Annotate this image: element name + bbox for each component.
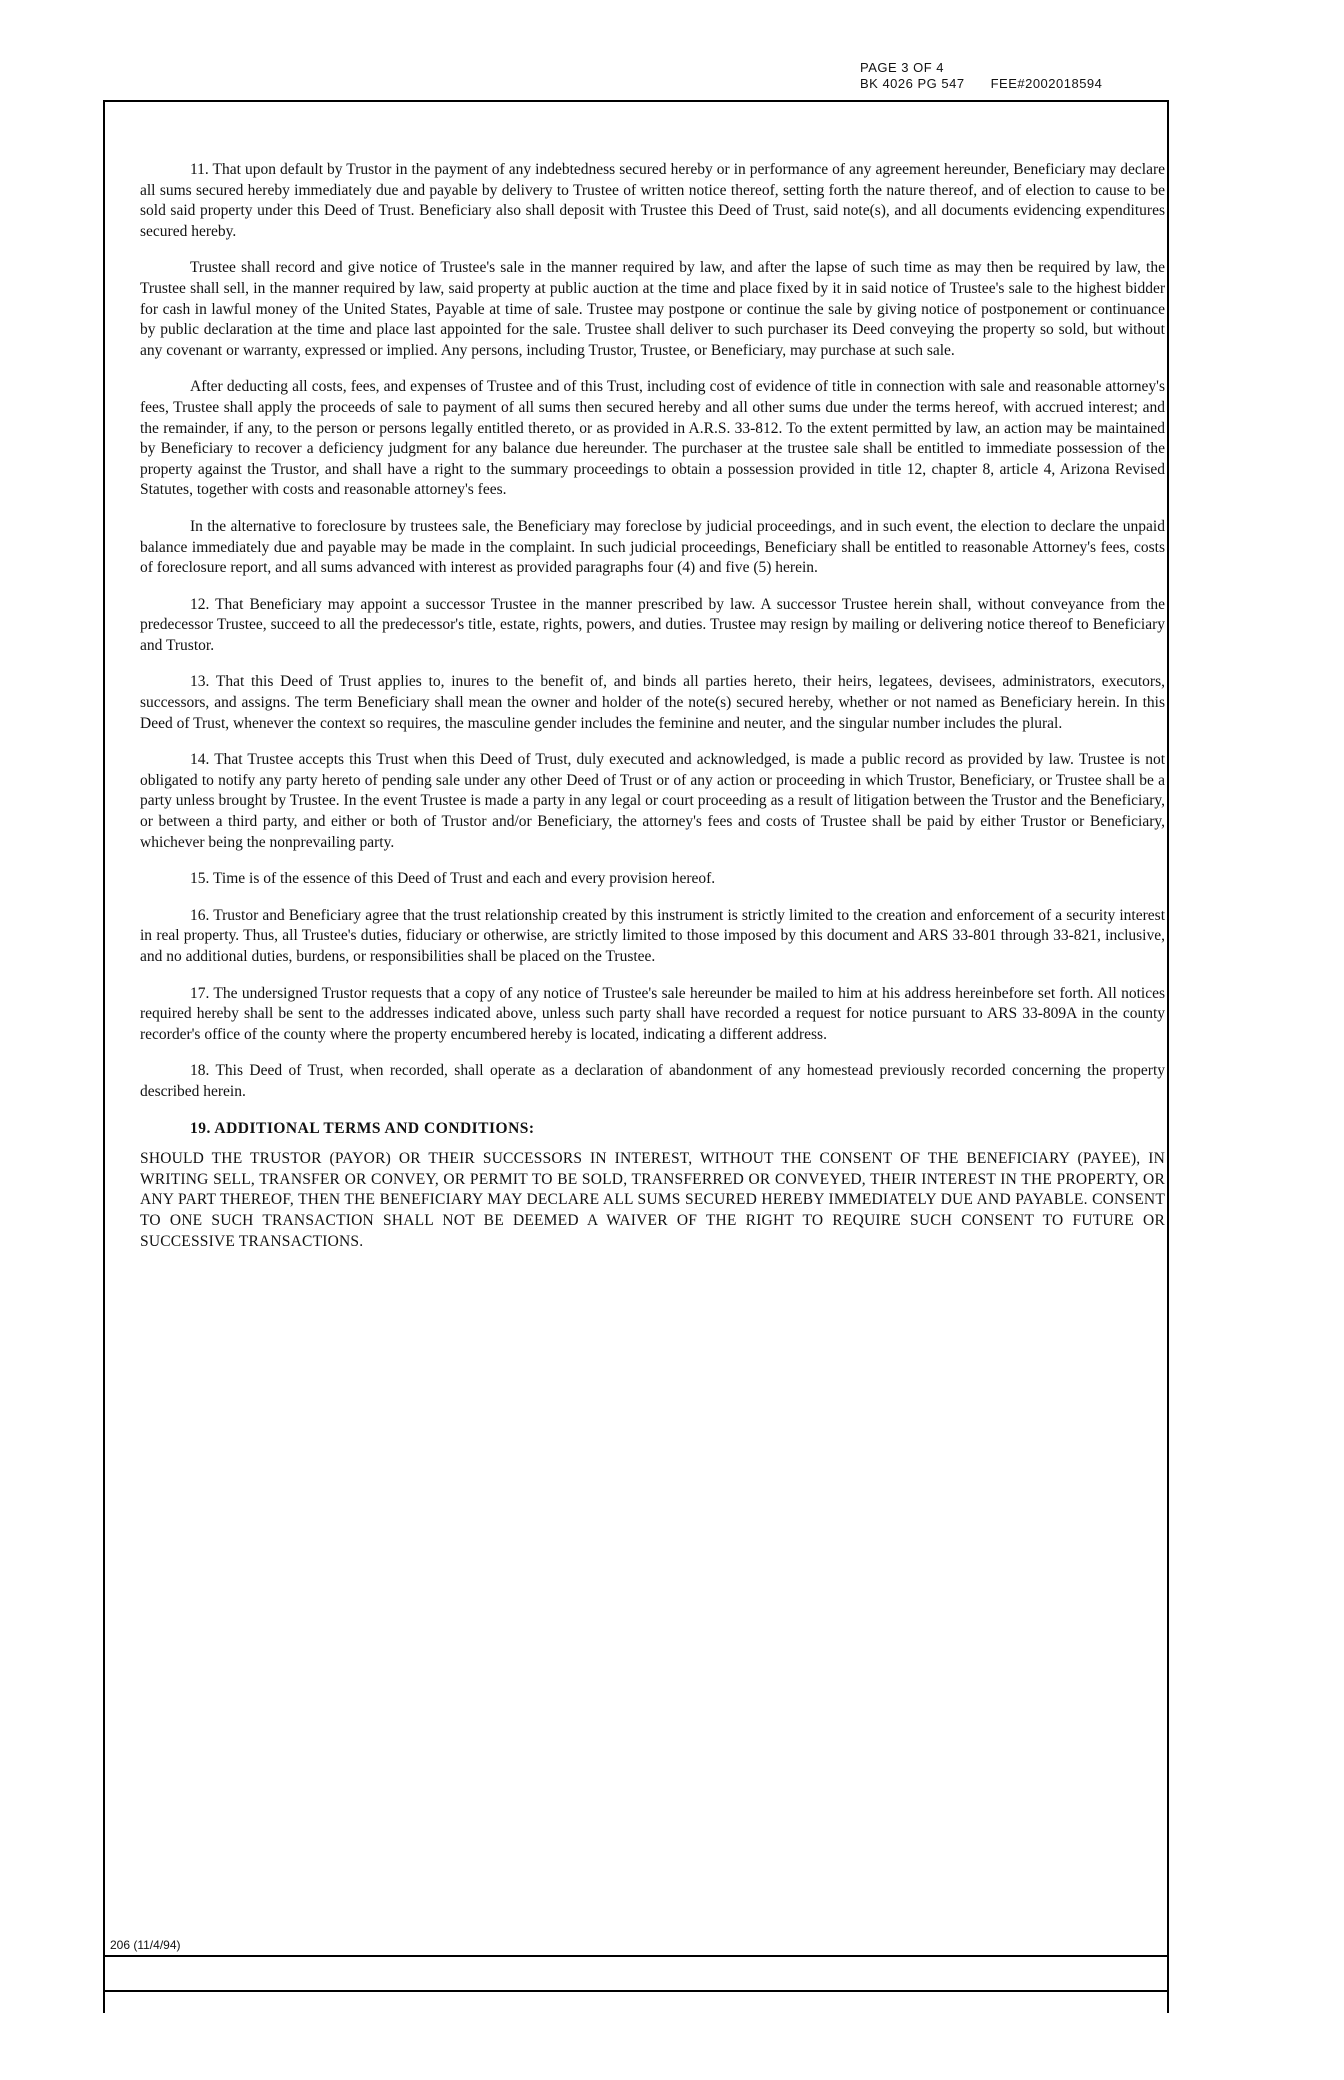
book-page-line (860, 76, 1102, 92)
form-code: 206 (11/4/94) (110, 1938, 181, 1952)
page-number: PAGE 3 OF 4 (860, 60, 945, 75)
paragraph-12: 12. That Beneficiary may appoint a successor Trustee in the manner prescribed by law. A successor Trustee herein shall, without conveyance from the predecessor Trustee, succeed to all the predecessor's title, estate, rights, powers, and duties. Trustee may resign by mailing or delivering notice thereof to Beneficiary and Trustor. (140, 595, 1165, 654)
paragraph-trustee-sale: Trustee shall record and give notice of Trustee's sale in the manner required by law, and after the lapse of such time as may then be required by law, the Trustee shall sell, in the manner required by law, said property at public auction at the time and place fixed by it in said notice of Trustee's sale to the highest bidder for cash in lawful money of the United States, Payable at time of sale. Trustee may postpone or continue the sale by giving notice of postponement or continuance by public declaration at the time and place last appointed for the sale. Trustee shall deliver to such purchaser its Deed conveying the property so sold, but without any covenant or warranty, expressed or implied. Any persons, including Trustor, Trustee, or Beneficiary, may purchase at such sale. (140, 259, 1165, 359)
paragraph-17: 17. The undersigned Trustor requests that a copy of any notice of Trustee's sale hereunder be mailed to him at his address hereinbefore set forth. All notices required hereby shall be sent to the addresses indicated above, unless such party shall have recorded a request for notice pursuant to ARS 33-809A in the county recorder's office of the county where the property encumbered hereby is located, indicating a different address. (140, 984, 1165, 1043)
document-body (140, 160, 1165, 1268)
paragraph-18: 18. This Deed of Trust, when recorded, shall operate as a declaration of abandonment of any homestead previously recorded concerning the property described herein. (140, 1062, 1165, 1100)
paragraph-15: 15. Time is of the essence of this Deed of Trust and each and every provision hereof. (190, 870, 716, 888)
section-19-heading: 19. ADDITIONAL TERMS AND CONDITIONS: (190, 1119, 535, 1137)
section-19-text: SHOULD THE TRUSTOR (PAYOR) OR THEIR SUCCESSORS IN INTEREST, WITHOUT THE CONSENT OF THE BENEFICIARY (PAYEE), IN WRITING SELL, TRANSFER OR CONVEY, OR PERMIT TO BE SOLD, TRANSFERRED OR CONVEYED, THEIR INTEREST IN THE PROPERTY, OR ANY PART THEREOF, THEN THE BENEFICIARY MAY DECLARE ALL SUMS SECURED HEREBY IMMEDIATELY DUE AND PAYABLE. CONSENT TO ONE SUCH TRANSACTION SHALL NOT BE DEEMED A WAIVER OF THE RIGHT TO REQUIRE SUCH CONSENT TO FUTURE OR SUCCESSIVE TRANSACTIONS. (140, 1150, 1165, 1250)
fee-number: FEE#2002018594 (990, 76, 1103, 91)
paragraph-16: 16. Trustor and Beneficiary agree that the trust relationship created by this instrument is strictly limited to the creation and enforcement of a security interest in real property. Thus, all Trustee's duties, fiduciary or otherwise, are strictly limited to those imposed by this document and ARS 33-801 through 33-821, inclusive, and no additional duties, burdens, or responsibilities shall be placed on the Trustee. (140, 906, 1165, 965)
paragraph-judicial-foreclosure: In the alternative to foreclosure by trustees sale, the Beneficiary may foreclose by judicial proceedings, and in such event, the election to declare the unpaid balance immediately due and payable may be made in the complaint. In such judicial proceedings, Beneficiary shall be entitled to reasonable Attorney's fees, costs of foreclosure report, and all sums advanced with interest as provided paragraphs four (4) and five (5) herein. (140, 517, 1165, 577)
paragraph-14: 14. That Trustee accepts this Trust when this Deed of Trust, duly executed and acknowledged, is made a public record as provided by law. Trustee is not obligated to notify any party hereto of pending sale under any other Deed of Trust or of any action or proceeding in which Trustor, Beneficiary, or Trustee shall be a party unless brought by Trustee. In the event Trustee is made a party in any legal or court proceeding as a result of litigation between the Trustor and the Beneficiary, or between a third party, and either or both of Trustor and/or Beneficiary, the attorney's fees and costs of Trustee shall be paid by either Trustor or Beneficiary, whichever being the nonprevailing party. (140, 751, 1165, 851)
recording-header (860, 60, 1102, 92)
paragraph-11: 11. That upon default by Trustor in the payment of any indebtedness secured hereby or in performance of any agreement hereunder, Beneficiary may declare all sums secured hereby immediately due and payable by delivery to Trustee of written notice thereof, setting forth the nature thereof, and of election to cause to be sold said property under this Deed of Trust. Beneficiary also shall deposit with Trustee this Deed of Trust, said note(s), and all documents evidencing expenditures secured hereby. (140, 161, 1165, 240)
paragraph-proceeds: After deducting all costs, fees, and expenses of Trustee and of this Trust, including cost of evidence of title in connection with sale and reasonable attorney's fees, Trustee shall apply the proceeds of sale to payment of all sums then secured hereby and all other sums due under the terms hereof, with accrued interest; and the remainder, if any, to the person or persons legally entitled thereto, or as provided in A.R.S. 33-812. To the extent permitted by law, an action may be maintained by Beneficiary to recover a deficiency judgment for any balance due hereunder. The purchaser at the trustee sale shall be entitled to immediate possession of the property against the Trustor, and shall have a right to the summary proceedings to obtain a possession provided in title 12, chapter 8, article 4, Arizona Revised Statutes, together with costs and reasonable attorney's fees. (140, 378, 1165, 499)
bottom-rule (103, 1955, 1169, 1957)
book-page: BK 4026 PG 547 (860, 76, 965, 91)
bottom-rule-lower (103, 1990, 1169, 1992)
paragraph-13: 13. That this Deed of Trust applies to, inures to the benefit of, and binds all parties hereto, their heirs, legatees, devisees, administrators, executors, successors, and assigns. The term Beneficiary shall mean the owner and holder of the note(s) secured hereby, whether or not named as Beneficiary herein. In this Deed of Trust, whenever the context so requires, the masculine gender includes the feminine and neuter, and the singular number includes the plural. (140, 673, 1165, 732)
